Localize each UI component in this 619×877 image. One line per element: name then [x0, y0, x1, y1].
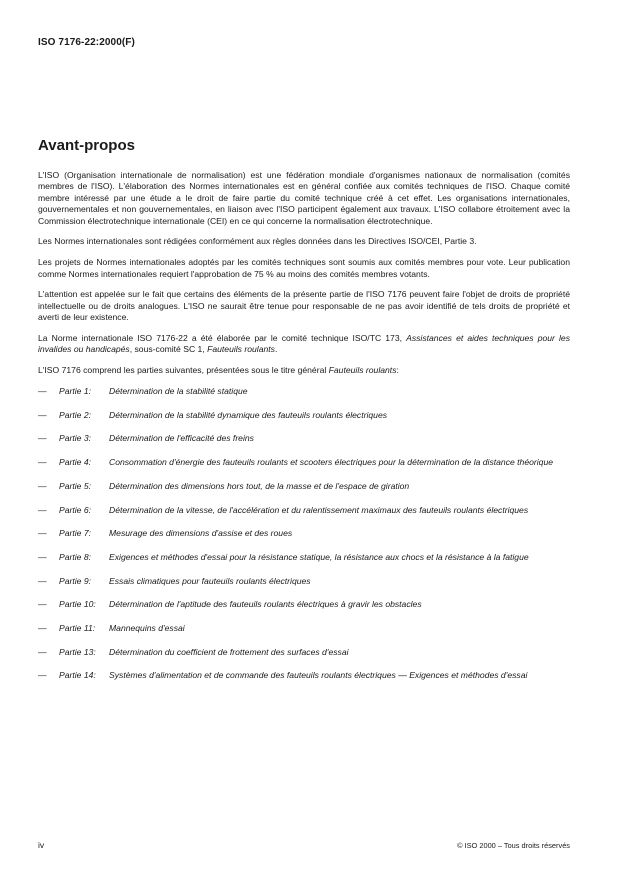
part-label: Partie 3:	[59, 433, 92, 444]
part-title: Détermination de l'efficacité des freins	[109, 433, 254, 444]
part-label: Partie 5:	[59, 480, 92, 491]
list-item	[38, 670, 570, 681]
em-dash-bullet: —	[38, 433, 47, 444]
list-item	[38, 481, 570, 492]
em-dash-bullet: —	[38, 457, 47, 468]
part-label: Partie 10:	[59, 599, 96, 610]
part-label: Partie 7:	[59, 528, 92, 539]
em-dash-bullet: —	[38, 575, 47, 586]
part-title: Détermination de la vitesse, de l'accélération et du ralentissement maximaux des fauteuils roulants électriques	[109, 504, 529, 515]
committee-prefix: La Norme internationale ISO 7176-22 a été élaborée par le comité technique ISO/TC 173,	[38, 333, 407, 344]
parts-intro-prefix: L'ISO 7176 comprend les parties suivantes, présentées sous le titre général	[38, 365, 329, 376]
document-identifier: ISO 7176-22:2000(F)	[38, 37, 135, 48]
page-title: Avant-propos	[38, 137, 135, 154]
paragraph-directives: Les Normes internationales sont rédigées conformément aux règles données dans les Directives ISO/CEI, Partie 3.	[38, 236, 477, 247]
part-title: Systèmes d'alimentation et de commande des fauteuils roulants électriques — Exigences et méthodes d'essai	[109, 670, 528, 681]
paragraph-parts-intro	[38, 365, 570, 376]
copyright-notice: © ISO 2000 – Tous droits réservés	[457, 841, 570, 850]
part-label: Partie 1:	[59, 386, 92, 397]
part-title: Consommation d'énergie des fauteuils roulants et scooters électriques pour la détermination de la distance théorique	[109, 457, 554, 468]
list-item	[38, 457, 570, 468]
part-title: Exigences et méthodes d'essai pour la résistance statique, la résistance aux chocs et la résistance à la fatigue	[109, 551, 529, 562]
committee-middle: , sous-comité SC 1,	[129, 344, 208, 355]
part-label: Partie 11:	[59, 623, 96, 634]
em-dash-bullet: —	[38, 480, 47, 491]
part-label: Partie 8:	[59, 551, 92, 562]
list-item	[38, 528, 570, 539]
em-dash-bullet: —	[38, 670, 47, 681]
part-title: Détermination de la stabilité dynamique des fauteuils roulants électriques	[109, 409, 388, 420]
em-dash-bullet: —	[38, 646, 47, 657]
part-title: Détermination de l'aptitude des fauteuils roulants électriques à gravir les obstacles	[109, 599, 422, 610]
part-title: Détermination du coefficient de frottement des surfaces d'essai	[109, 646, 349, 657]
part-title: Essais climatiques pour fauteuils roulants électriques	[109, 575, 311, 586]
part-label: Partie 13:	[59, 646, 96, 657]
general-title: Fauteuils roulants	[328, 365, 397, 376]
parts-intro-suffix: :	[396, 365, 399, 376]
list-item	[38, 576, 570, 587]
part-label: Partie 6:	[59, 504, 92, 515]
list-item	[38, 623, 570, 634]
part-title: Détermination des dimensions hors tout, de la masse et de l'espace de giration	[109, 480, 410, 491]
list-item	[38, 505, 570, 516]
em-dash-bullet: —	[38, 386, 47, 397]
part-label: Partie 4:	[59, 457, 92, 468]
list-item	[38, 410, 570, 421]
list-item	[38, 433, 570, 444]
em-dash-bullet: —	[38, 504, 47, 515]
list-item	[38, 386, 570, 397]
part-label: Partie 14:	[59, 670, 96, 681]
em-dash-bullet: —	[38, 551, 47, 562]
part-title: Mesurage des dimensions d'assise et des roues	[109, 528, 293, 539]
foreword-body	[38, 170, 570, 694]
em-dash-bullet: —	[38, 409, 47, 420]
list-item	[38, 552, 570, 563]
list-item	[38, 647, 570, 658]
paragraph-voting: Les projets de Normes internationales adoptés par les comités techniques sont soumis aux comités membres pour vote. Leur publication comme Normes internationales requiert l'approbation de 75 % au moins des comités membres votants.	[38, 257, 570, 279]
em-dash-bullet: —	[38, 528, 47, 539]
committee-suffix: .	[274, 344, 278, 355]
list-item	[38, 599, 570, 610]
em-dash-bullet: —	[38, 623, 47, 634]
paragraph-committee	[38, 333, 570, 356]
part-title: Mannequins d'essai	[109, 623, 185, 634]
em-dash-bullet: —	[38, 599, 47, 610]
parts-list	[38, 386, 570, 682]
paragraph-patent-rights: L'attention est appelée sur le fait que certains des éléments de la présente partie de l'ISO 7176 peuvent faire l'objet de droits de propriété intellectuelle ou de droits analogues. L'ISO ne saurait être tenue pour responsable de ne pas avoir identifié de tels droits de propriété et averti de leur existence.	[38, 289, 570, 323]
paragraph-iso-organisation: L'ISO (Organisation internationale de normalisation) est une fédération mondiale d'organismes nationaux de normalisation (comités membres de l'ISO). L'élaboration des Normes internationales est en général confiée aux comités techniques de l'ISO. Chaque comité membre intéressé par une étude a le droit de faire partie du comité technique créé à cet effet. Les organisations internationales, gouvernementales et non gouvernementales, en liaison avec l'ISO participent également aux travaux. L'ISO collabore étroitement avec la Commission électrotechnique internationale (CEI) en ce qui concerne la normalisation électrotechnique.	[38, 170, 570, 226]
part-title: Détermination de la stabilité statique	[109, 386, 248, 397]
part-label: Partie 9:	[59, 575, 92, 586]
subcommittee-title: Fauteuils roulants	[207, 344, 275, 355]
page-number: iv	[38, 840, 45, 850]
committee-title: Assistances et aides techniques pour les invalides ou handicapés	[38, 333, 570, 355]
part-label: Partie 2:	[59, 409, 92, 420]
